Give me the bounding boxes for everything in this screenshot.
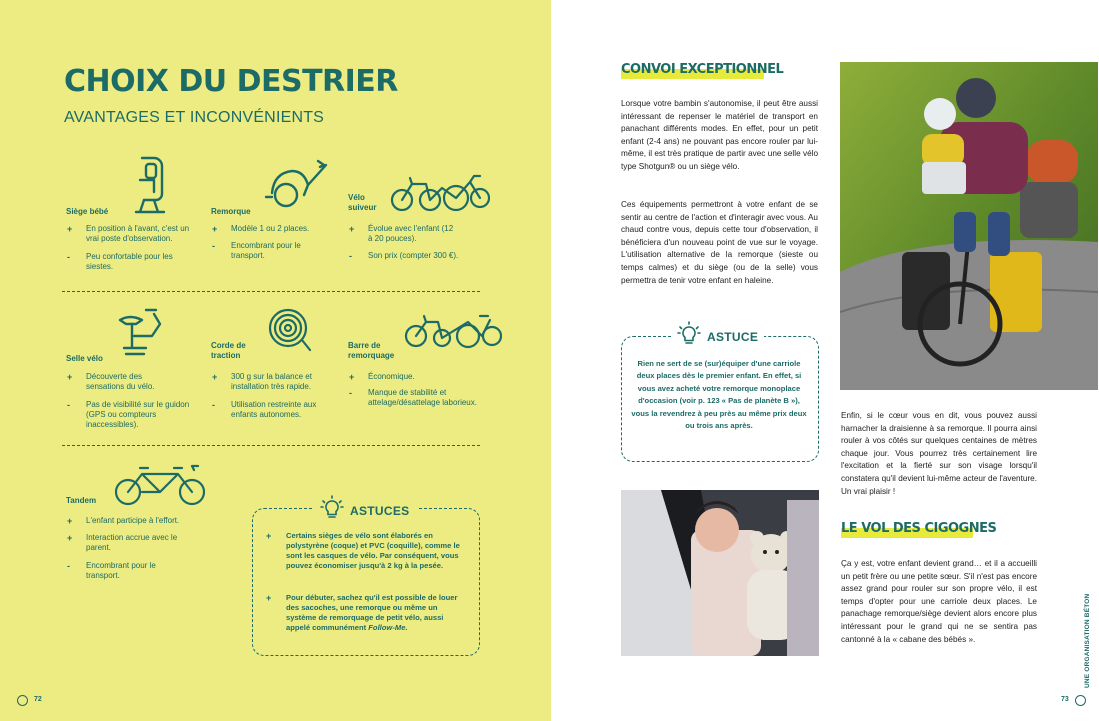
trailer-bike-icon	[390, 170, 490, 214]
plus-marker: +	[67, 224, 73, 234]
paragraph: Lorsque votre bambin s'autonomise, il peut être aussi intéressant de repenser le matériel de transport en panachant différents modes. En effet, pour un petit enfant (2-4 ans) ne pouvant pas encore rouler par lui-même, il est très pratique de partir avec une selle vélo type Shotgun® ou un siège vélo.	[621, 99, 818, 171]
tow-bar-icon	[404, 308, 502, 350]
minus-marker: -	[349, 251, 352, 261]
tip-text: Certains sièges de vélo sont élaborés en polystyrène (coque) et PVC (coquille), comme le sont les casques de vélo. Par conséquent, vous pouvez économiser jusqu'à 2 kg à la pesée.	[286, 531, 460, 570]
plus-marker: +	[212, 372, 218, 382]
tip-title: ASTUCE	[707, 329, 759, 344]
list-item: En position à l'avant, c'est un vrai poste d'observation.	[86, 224, 190, 243]
list-item: Modèle 1 ou 2 places.	[231, 224, 310, 233]
page-title: CHOIX DU DESTRIER	[64, 64, 398, 99]
section-title: CONVOI EXCEPTIONNEL	[621, 62, 784, 77]
child-saddle-icon	[112, 306, 168, 362]
lightbulb-icon	[320, 495, 344, 526]
list-item: Utilisation restreinte aux enfants autonomes.	[231, 400, 317, 419]
plus-marker: +	[266, 593, 272, 603]
plus-marker: +	[67, 372, 73, 382]
equipment-label: Vélo suiveur	[348, 193, 377, 212]
divider	[62, 445, 480, 446]
section-title: LE VOL DES CIGOGNES	[841, 521, 997, 536]
equipment-label: Selle vélo	[66, 354, 103, 363]
minus-marker: -	[349, 388, 352, 398]
divider	[62, 291, 480, 292]
tandem-bike-icon	[114, 462, 208, 506]
plus-marker: +	[67, 516, 73, 526]
paragraph: Ces équipements permettront à votre enfant de se sentir au centre de l'action et d'interagir avec vous. Au chaud contre vous, depuis cette tour d'observation, il bénéficiera d'un nouveau point de vue sur le voyage. L'utilisation alternative de la remorque (sieste ou temps calmes) et du siège (ou de la selle) vous permettra de tenir votre enfant en haleine.	[621, 200, 818, 285]
list-item: Économique.	[368, 372, 415, 381]
equipment-label: Siège bébé	[66, 207, 109, 216]
page-number: 72	[34, 696, 42, 703]
list-item: L'enfant participe à l'effort.	[86, 516, 180, 525]
equipment-label: Tandem	[66, 496, 97, 505]
cycling-family-photo	[840, 62, 1098, 390]
plus-marker: +	[349, 372, 355, 382]
bike-trailer-icon	[264, 157, 328, 209]
list-item: Découverte des sensations du vélo.	[86, 372, 155, 391]
list-item: Peu confortable pour les siestes.	[86, 252, 173, 271]
minus-marker: -	[67, 252, 70, 262]
list-item: Évolue avec l'enfant (12 à 20 pouces).	[368, 224, 454, 243]
page-logo-icon	[1075, 695, 1086, 706]
right-page	[551, 0, 1099, 721]
tip-header	[671, 321, 764, 352]
plus-marker: +	[67, 533, 73, 543]
page-subtitle: AVANTAGES ET INCONVÉNIENTS	[64, 109, 325, 126]
list-item: Manque de stabilité et attelage/désattelage laborieux.	[368, 388, 477, 407]
tip-text: Pour débuter, sachez qu'il est possible de louer des sacoches, une remorque ou même un système de remorquage de petit vélo, aussi appelé communément Follow-Me.	[286, 593, 458, 632]
tip-text: Rien ne sert de se (sur)équiper d'une carriole deux places dès le premier enfant. En effet, si vous avez acheté votre remorque monoplace d'occasion (voir p. 123 « Pas de planète B »), vous la revendrez à peu près au même prix deux ou trois ans après.	[631, 359, 807, 431]
baby-seat-icon	[130, 152, 170, 216]
equipment-label: Corde de traction	[211, 341, 246, 360]
side-running-title: UNE ORGANISATION BÉTON	[1084, 593, 1091, 688]
baby-teddy-photo	[621, 490, 819, 656]
minus-marker: -	[212, 400, 215, 410]
tips-header	[312, 495, 417, 526]
minus-marker: -	[67, 400, 70, 410]
list-item: Interaction accrue avec le parent.	[86, 533, 178, 552]
paragraph: Ça y est, votre enfant devient grand… et il a accueilli un petit frère ou une petite sœur. S'il n'est pas encore assez grand pour rouler sur son propre vélo, il est temps d'opter pour une carriole deux places. Le panachage remorque/siège devient alors encore plus intéressant pour le grand qui ne se sentira pas cantonné à la « cabane des bébés ».	[841, 559, 1037, 644]
page-logo-icon	[17, 695, 28, 706]
list-item: Encombrant pour le transport.	[86, 561, 156, 580]
list-item: Son prix (compter 300 €).	[368, 251, 459, 260]
minus-marker: -	[67, 561, 70, 571]
list-item: Pas de visibilité sur le guidon (GPS ou compteurs inaccessibles).	[86, 400, 190, 429]
plus-marker: +	[212, 224, 218, 234]
paragraph: Enfin, si le cœur vous en dit, vous pouvez aussi harnacher la draisienne à sa remorque. Il pourra ainsi rouler à vos côtés sur quelques centaines de mètres chaque jour. Vous pourrez très certainement lire l'excitation et la fierté sur son visage lorsqu'il constatera qu'il devient lui-même acteur de l'aventure. Un vrai plaisir !	[841, 411, 1037, 496]
page-number: 73	[1061, 696, 1069, 703]
lightbulb-icon	[677, 321, 701, 352]
list-item: 300 g sur la balance et installation très rapide.	[231, 372, 312, 391]
tow-rope-icon	[266, 306, 312, 354]
equipment-label: Remorque	[211, 207, 251, 216]
plus-marker: +	[349, 224, 355, 234]
minus-marker: -	[212, 241, 215, 251]
equipment-label: Barre de remorquage	[348, 341, 395, 360]
tips-title: ASTUCES	[350, 503, 410, 518]
list-item: Encombrant pour le transport.	[231, 241, 301, 260]
plus-marker: +	[266, 531, 272, 541]
